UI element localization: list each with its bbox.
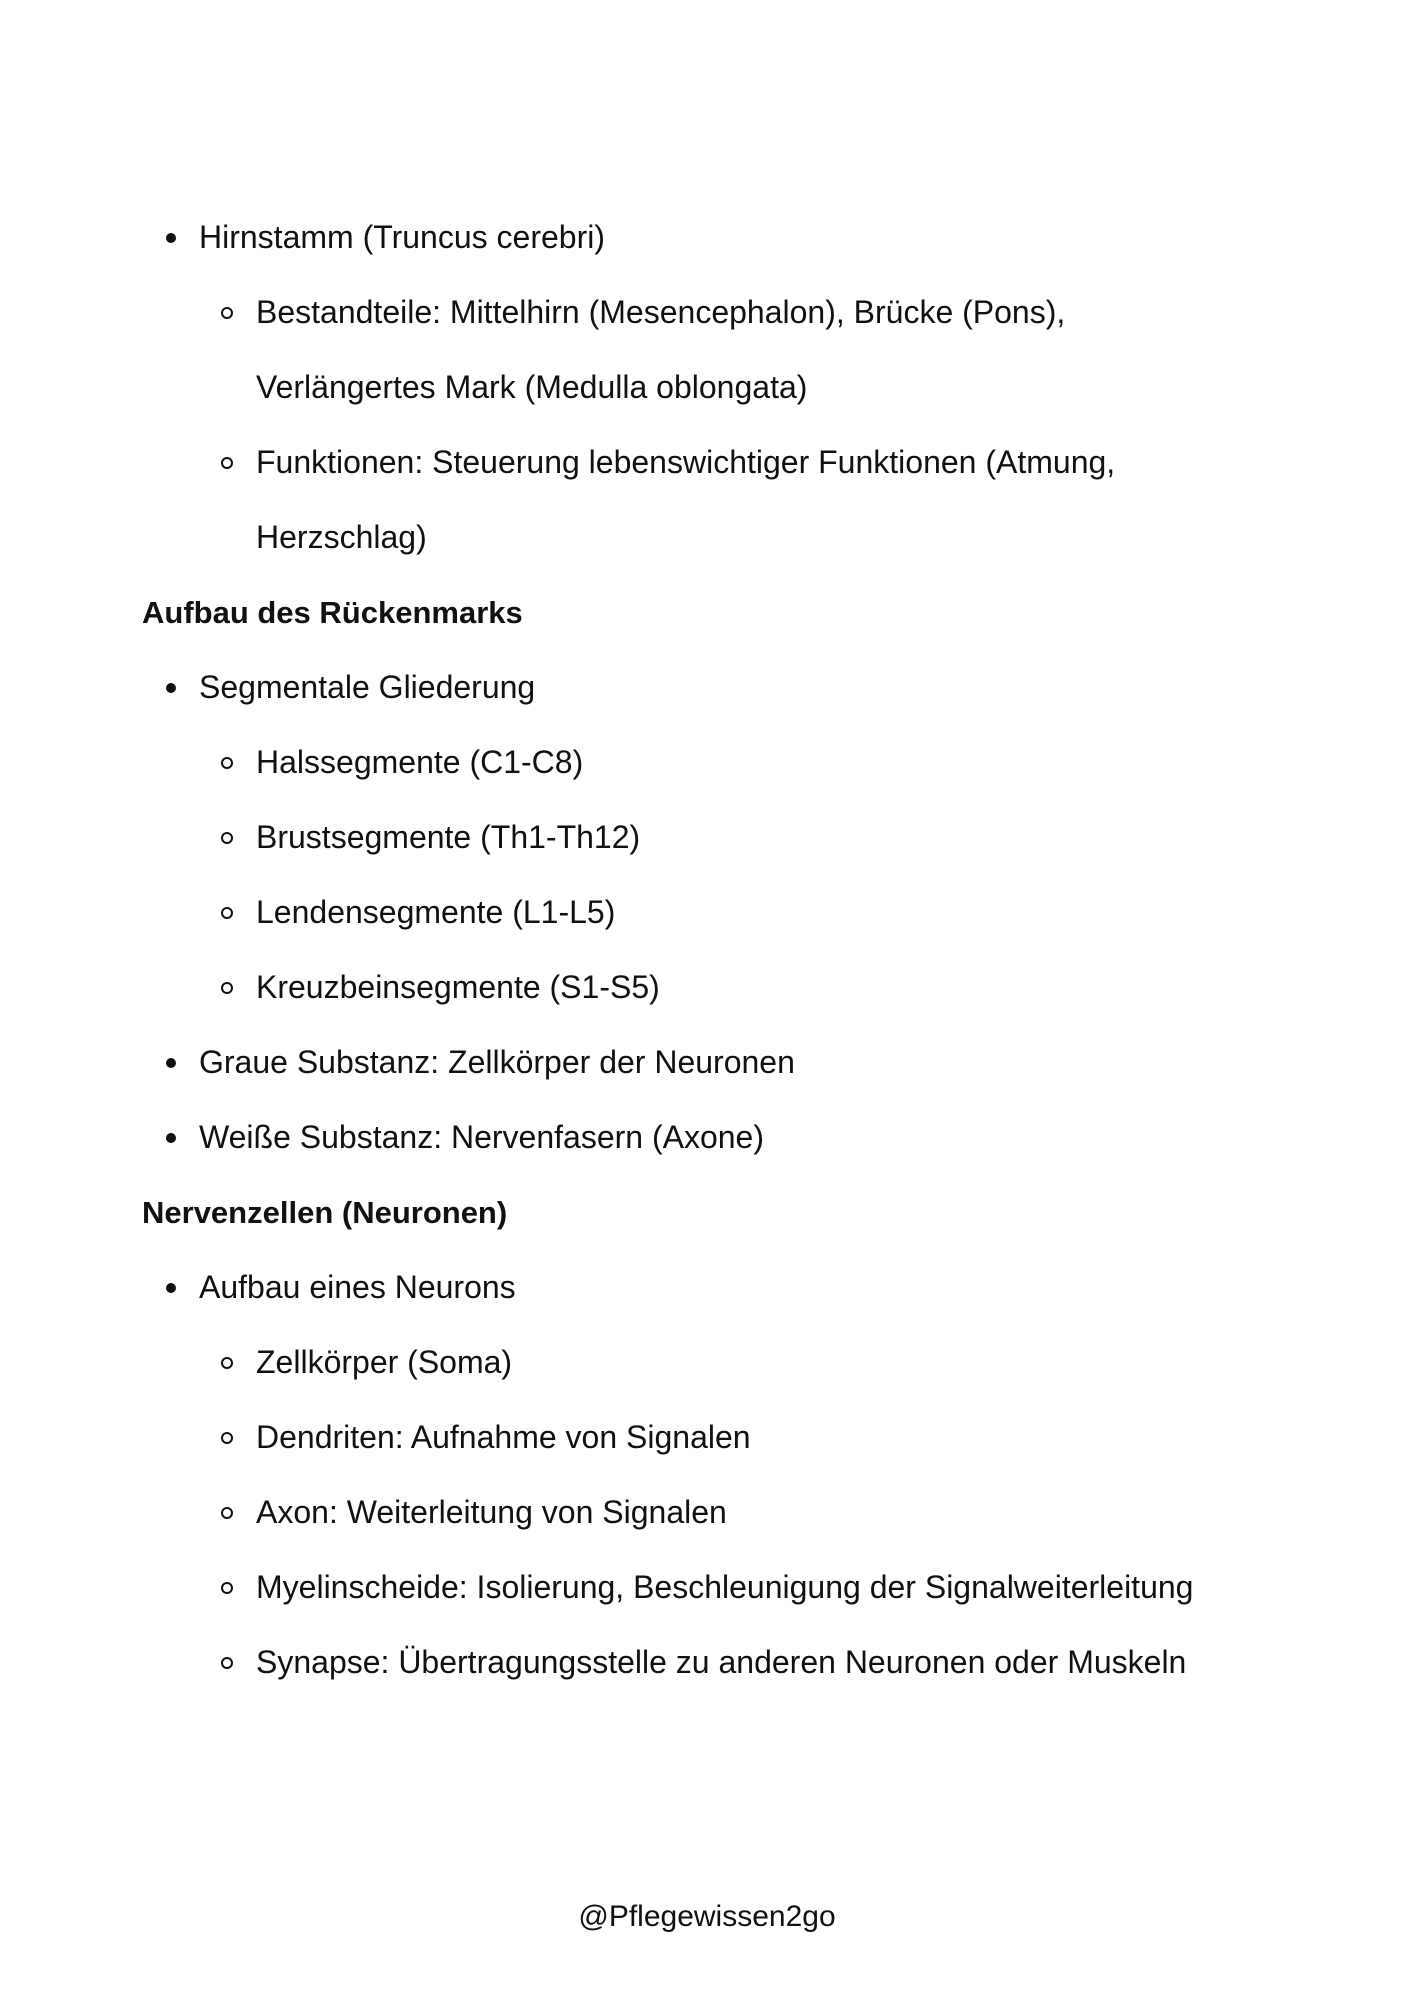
document-content [142,200,1302,1700]
line-text: Dendriten: Aufnahme von Signalen [256,1419,751,1455]
sub-bullet-item [142,1400,1302,1475]
bullet-circle-icon [221,757,233,769]
bullet-item [142,200,1302,275]
bullet-item [142,1100,1302,1175]
line-text: Hirnstamm (Truncus cerebri) [199,219,605,255]
line-text: Herzschlag) [256,519,427,555]
bullet-circle-icon [221,1657,233,1669]
sub-bullet-item [142,500,1302,575]
section-heading [142,1175,1302,1250]
bullet-circle-icon [221,832,233,844]
line-text: Halssegmente (C1-C8) [256,744,584,780]
line-text: Aufbau des Rückenmarks [142,595,523,630]
line-text: Lendensegmente (L1-L5) [256,894,616,930]
line-text: Zellkörper (Soma) [256,1344,513,1380]
bullet-item [142,650,1302,725]
line-text: Verlängertes Mark (Medulla oblongata) [256,369,808,405]
bullet-circle-icon [221,1357,233,1369]
bullet-circle-icon [221,1507,233,1519]
sub-bullet-item [142,1475,1302,1550]
line-text: Brustsegmente (Th1-Th12) [256,819,641,855]
sub-bullet-item [142,425,1302,500]
sub-bullet-item [142,1550,1302,1625]
line-text: Aufbau eines Neurons [199,1269,516,1305]
bullet-circle-icon [221,457,233,469]
line-text: Kreuzbeinsegmente (S1-S5) [256,969,660,1005]
line-text: Funktionen: Steuerung lebenswichtiger Funktionen (Atmung, [256,444,1116,480]
line-text: Nervenzellen (Neuronen) [142,1195,508,1230]
line-text: Myelinscheide: Isolierung, Beschleunigung der Signalweiterleitung [256,1569,1194,1605]
sub-bullet-item [142,350,1302,425]
bullet-circle-icon [221,982,233,994]
sub-bullet-item [142,1625,1302,1700]
bullet-item [142,1250,1302,1325]
line-text: Segmentale Gliederung [199,669,536,705]
sub-bullet-item [142,1325,1302,1400]
sub-bullet-item [142,950,1302,1025]
bullet-item [142,1025,1302,1100]
line-text: Synapse: Übertragungsstelle zu anderen Neuronen oder Muskeln [256,1644,1187,1680]
bullet-circle-icon [221,907,233,919]
line-text: Graue Substanz: Zellkörper der Neuronen [199,1044,795,1080]
line-text: Axon: Weiterleitung von Signalen [256,1494,727,1530]
bullet-disc-icon [166,1133,176,1143]
bullet-circle-icon [221,1582,233,1594]
line-text: Bestandteile: Mittelhirn (Mesencephalon), Brücke (Pons), [256,294,1066,330]
sub-bullet-item [142,725,1302,800]
section-heading [142,575,1302,650]
sub-bullet-item [142,275,1302,350]
bullet-circle-icon [221,307,233,319]
sub-bullet-item [142,800,1302,875]
footer-handle: @Pflegewissen2go [578,1900,836,1933]
line-text: Weiße Substanz: Nervenfasern (Axone) [199,1119,764,1155]
sub-bullet-item [142,875,1302,950]
bullet-disc-icon [166,1058,176,1068]
bullet-disc-icon [166,683,176,693]
bullet-disc-icon [166,1283,176,1293]
bullet-disc-icon [166,233,176,243]
bullet-circle-icon [221,1432,233,1444]
